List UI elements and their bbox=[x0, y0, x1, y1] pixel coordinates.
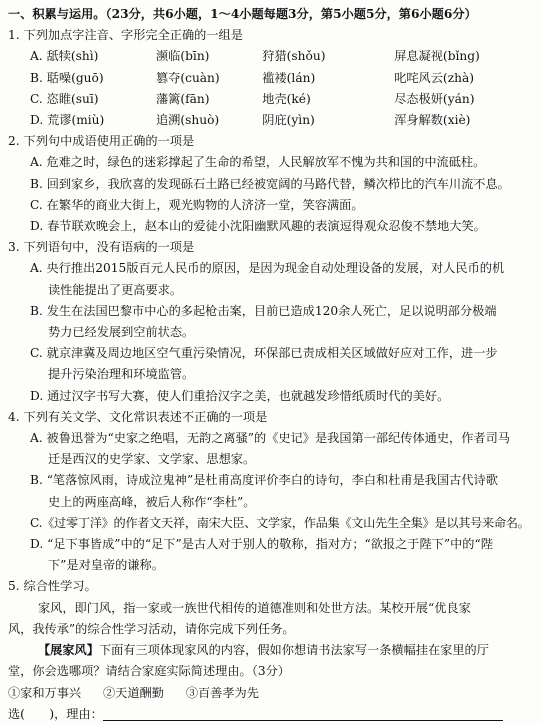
q1-c-3: 地壳(ké) bbox=[262, 91, 311, 106]
q3-option-b-cont: 势力已经发展到空前状态。 bbox=[48, 325, 195, 340]
q1-b-2: 篡夺(cuàn) bbox=[155, 70, 220, 85]
q2-option-a: A. 危难之时，绿色的迷彩撑起了生命的希望，人民解放军不愧为共和国的中流砥柱。 bbox=[30, 155, 486, 170]
option-3: ③百善孝为先 bbox=[185, 685, 259, 700]
q4-option-b-cont: 史上的两座高峰，被后人称作“李杜”。 bbox=[48, 494, 256, 509]
task-label: 【展家风】 bbox=[38, 643, 99, 658]
answer-blank[interactable] bbox=[103, 706, 503, 721]
q1-d-3: 阴庇(yìn) bbox=[262, 113, 315, 128]
q1-a-3: 狩猎(shǒu) bbox=[262, 49, 326, 64]
q1-row-c bbox=[8, 89, 532, 110]
q4-option-a-cont: 迁是西汉的史学家、文学家、思想家。 bbox=[48, 452, 256, 467]
q3-option-a: A. 央行推出2015版百元人民币的原因，是因为现金自动处理设备的发展，对人民币的机 bbox=[30, 261, 505, 276]
q1-b-3: 褴褛(lán) bbox=[262, 70, 316, 85]
q2-option-d: D. 春节联欢晚会上，赵本山的爱徒小沈阳幽默风趣的表演逗得观众忍俊不禁地大笑。 bbox=[30, 219, 486, 234]
q1-a-4: 屏息凝视(bǐng) bbox=[394, 49, 480, 64]
q3-option-c-cont: 提升污染治理和环境监管。 bbox=[48, 367, 195, 382]
answer-prefix: 选( )，理由： bbox=[8, 706, 103, 721]
q1-b-4: 叱咤风云(zhà) bbox=[394, 70, 474, 85]
q5-task-line2: 堂，你会选哪项？请结合家庭实际简述理由。（3分） bbox=[8, 664, 290, 679]
q3-option-a-cont: 读性能提出了更高要求。 bbox=[48, 282, 183, 297]
q4-option-a: A. 被鲁迅誉为“史家之绝唱，无韵之离骚”的《史记》是我国第一部纪传体通史，作者司马 bbox=[30, 431, 510, 446]
q4-option-d-cont: 下”是对皇帝的谦称。 bbox=[48, 558, 164, 573]
q5-answer-line bbox=[8, 704, 532, 725]
q1-row-d bbox=[8, 110, 532, 131]
q1-c-2: 藩篱(fān) bbox=[155, 91, 210, 106]
q1-row-a bbox=[8, 46, 532, 67]
q1-a-1: A. 舐犊(shì) bbox=[30, 49, 99, 64]
q1-d-2: 追溯(shuò) bbox=[155, 113, 220, 128]
q2-option-b: B. 回到家乡，我欣喜的发现砾石土路已经被宽阔的马路代替，鳞次栉比的汽车川流不息。 bbox=[30, 176, 510, 191]
option-1: ①家和万事兴 bbox=[8, 685, 82, 700]
q3-option-b: B. 发生在法国巴黎市中心的多起枪击案，目前已造成120余人死亡，足以说明部分极端 bbox=[30, 303, 497, 318]
q3-option-d: D. 通过汉字书写大赛，使人们重拾汉字之美，也就越发珍惜纸质时代的美好。 bbox=[30, 388, 450, 403]
q1-a-2: 濒临(bīn) bbox=[155, 49, 210, 64]
q4-option-c: C.《过零丁洋》的作者文天祥，南宋大臣、文学家，作品集《文山先生全集》是以其号来命名。 bbox=[30, 515, 530, 530]
q1-d-4: 浑身解数(xiè) bbox=[394, 113, 471, 128]
q3-option-c: C. 就京津冀及周边地区空气重污染情况，环保部已责成相关区域做好应对工作，进一步 bbox=[30, 346, 498, 361]
q5-intro-line1: 家风，即门风，指一家或一族世代相传的道德准则和处世方法。某校开展“优良家 bbox=[38, 600, 471, 615]
q3-stem: 3. 下列语句中，没有语病的一项是 bbox=[8, 240, 195, 255]
q5-options bbox=[8, 683, 532, 704]
task-text: 下面有三项体现家风的内容，假如你想请书法家写一条横幅挂在家里的厅 bbox=[98, 643, 489, 658]
option-2: ②天道酬勤 bbox=[103, 685, 164, 700]
q4-option-b: B. “笔落惊风雨，诗成泣鬼神”是杜甫高度评价李白的诗句，李白和杜甫是我国古代诗歌 bbox=[30, 473, 498, 488]
q2-stem: 2. 下列句中成语使用正确的一项是 bbox=[8, 134, 195, 149]
section-header: 一、积累与运用。（23分，共6小题，1～4小题每题3分，第5小题5分，第6小题6分） bbox=[8, 7, 477, 21]
q2-option-c: C. 在繁华的商业大街上，观光购物的人济济一堂，笑容满面。 bbox=[30, 197, 364, 212]
q4-stem: 4. 下列有关文学、文化常识表述不正确的一项是 bbox=[8, 409, 268, 424]
q1-b-1: B. 聒噪(guō) bbox=[30, 70, 104, 85]
q1-stem: 1. 下列加点字注音、字形完全正确的一组是 bbox=[8, 28, 243, 43]
q1-c-4: 尽态极妍(yán) bbox=[394, 91, 475, 106]
q1-c-1: C. 恣睢(suī) bbox=[30, 91, 99, 106]
q5-stem: 5. 综合性学习。 bbox=[8, 579, 97, 594]
q5-intro-line2: 风，我传承”的综合性学习活动，请你完成下列任务。 bbox=[8, 621, 295, 636]
q4-option-d: D. “足下事皆成”中的“足下”是古人对于别人的敬称，指对方；“欲报之于陛下”中的“陛 bbox=[30, 537, 493, 552]
q5-task-line1 bbox=[8, 640, 532, 661]
q1-row-b bbox=[8, 68, 532, 89]
q1-d-1: D. 荒谬(miù) bbox=[30, 113, 105, 128]
